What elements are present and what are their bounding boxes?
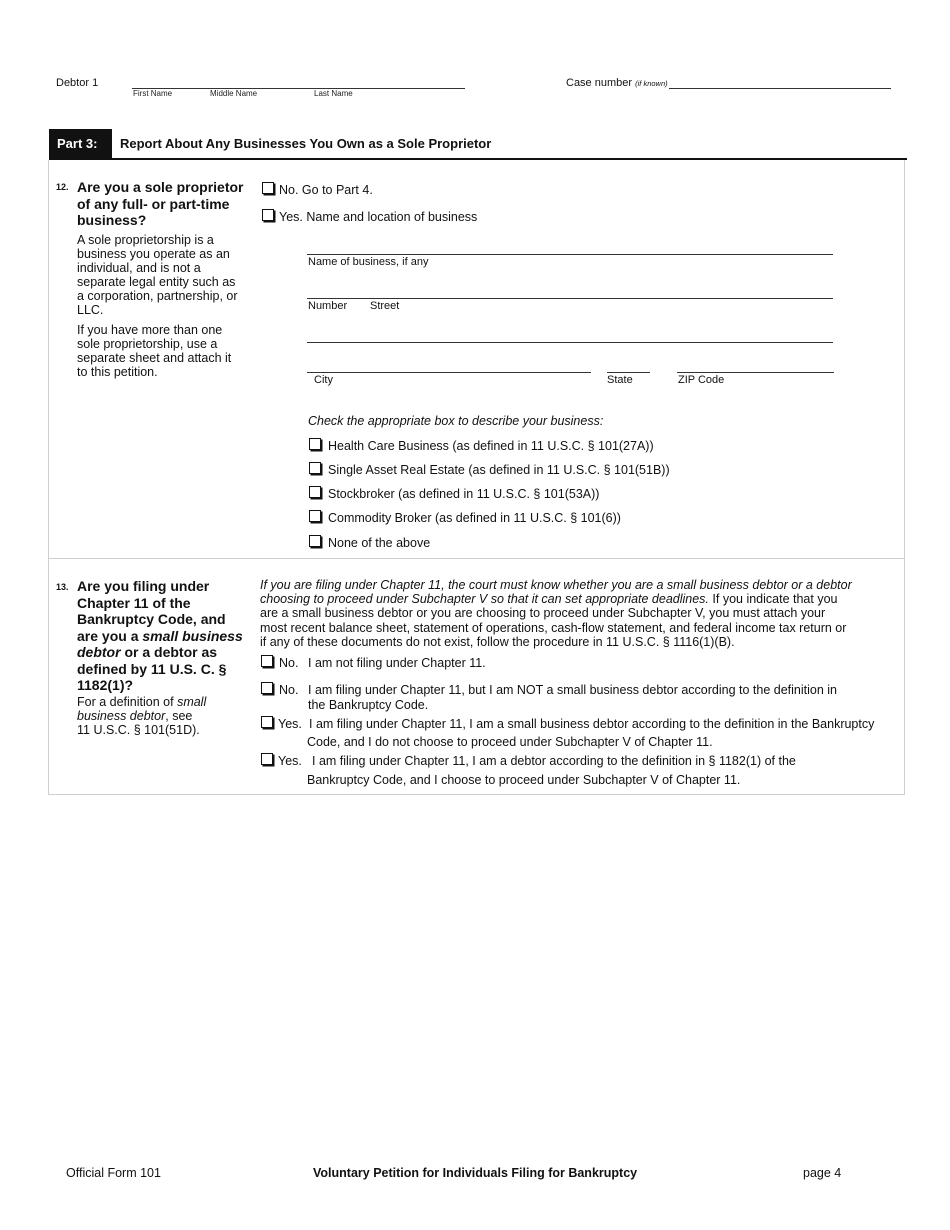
q13-opt2-text2: the Bankruptcy Code. (308, 698, 429, 712)
q12-help-1: A sole proprietorship is a business you operate as an individual, and is not a separate legal entity such as a corporation, partnership, or LLC. (77, 233, 238, 317)
q13-opt3-checkbox[interactable] (261, 716, 273, 728)
q13-question: Are you filing under Chapter 11 of the Bankruptcy Code, and are you a small business debtor or a debtor as defined by 11 U.S. C. § 1182(1)? (77, 578, 243, 693)
middle-name-label: Middle Name (210, 89, 258, 98)
street-field[interactable] (307, 298, 833, 299)
number-label: Number (308, 300, 348, 312)
street-label: Street (370, 300, 400, 312)
q12-no-label: No. Go to Part 4. (279, 183, 373, 197)
q13-opt4-text2: Bankruptcy Code, and I choose to proceed under Subchapter V of Chapter 11. (307, 773, 741, 787)
q13-opt3-text1: I am filing under Chapter 11, I am a small business debtor according to the definition in the Bankruptcy (309, 717, 875, 731)
q13-opt1-text: I am not filing under Chapter 11. (308, 656, 486, 670)
zip-label: ZIP Code (678, 374, 725, 386)
describe-prompt: Check the appropriate box to describe your business: (308, 414, 604, 428)
q13-opt1-lead: No. (279, 656, 299, 670)
none-above-label: None of the above (328, 536, 431, 550)
single-asset-label: Single Asset Real Estate (as defined in 11 U.S.C. § 101(51B)) (328, 463, 670, 477)
stockbroker-checkbox[interactable] (309, 486, 321, 498)
footer-form-name: Official Form 101 (66, 1166, 161, 1180)
q13-opt2-text1: I am filing under Chapter 11, but I am NOT a small business debtor according to the definition in (308, 683, 837, 697)
q13-opt3-lead: Yes. (278, 717, 302, 731)
part-tag-text: Part 3: (57, 136, 98, 151)
case-number-label: Case number (if known) (566, 77, 668, 89)
last-name-label: Last Name (314, 89, 353, 98)
zip-field[interactable] (677, 372, 834, 373)
first-name-label: First Name (133, 89, 173, 98)
q13-opt3-text2: Code, and I do not choose to proceed under Subchapter V of Chapter 11. (307, 735, 713, 749)
question-divider (48, 558, 905, 559)
footer-page-number: page 4 (803, 1166, 842, 1180)
debtor-name-line[interactable] (132, 88, 465, 89)
street-field-2[interactable] (307, 342, 833, 343)
part-title: Report About Any Businesses You Own as a Sole Proprietor (120, 136, 492, 151)
business-name-label: Name of business, if any (308, 256, 429, 268)
q12-yes-label: Yes. Name and location of business (279, 210, 478, 224)
debtor-label: Debtor 1 (56, 77, 99, 89)
state-field[interactable] (607, 372, 650, 373)
business-name-field[interactable] (307, 254, 833, 255)
q12-help-2: If you have more than one sole proprietorship, use a separate sheet and attach it to this petition. (77, 323, 232, 379)
health-care-checkbox[interactable] (309, 438, 321, 450)
q12-question: Are you a sole proprietor of any full- or part-time business? (77, 179, 244, 228)
state-label: State (607, 374, 633, 386)
commodity-broker-label: Commodity Broker (as defined in 11 U.S.C. § 101(6)) (328, 511, 621, 525)
q12-no-checkbox[interactable] (262, 182, 274, 194)
q13-opt1-checkbox[interactable] (261, 655, 273, 667)
q13-opt4-checkbox[interactable] (261, 753, 273, 765)
q13-number: 13. (56, 582, 69, 592)
q13-opt2-checkbox[interactable] (261, 682, 273, 694)
commodity-broker-checkbox[interactable] (309, 510, 321, 522)
q13-opt4-text1: I am filing under Chapter 11, I am a debtor according to the definition in § 1182(1) of the (312, 754, 796, 768)
health-care-label: Health Care Business (as defined in 11 U.S.C. § 101(27A)) (328, 439, 654, 453)
q13-intro: If you are filing under Chapter 11, the court must know whether you are a small business debtor or a debtor choosing to proceed under Subchapter V so that it can set appropriate deadlines. If you indicate that you are a small business debtor or you are choosing to proceed under Subchapter V, you must attach your most recent balance sheet, statement of operations, cash-flow statement, and federal income tax return or if any of these documents do not exist, follow the procedure in 11 U.S.C. § 1116(1)(B). (260, 578, 852, 649)
part-tag (49, 129, 112, 158)
case-number-line[interactable] (669, 88, 891, 89)
q13-opt4-lead: Yes. (278, 754, 302, 768)
footer-form-title: Voluntary Petition for Individuals Filing for Bankruptcy (313, 1166, 638, 1180)
q12-number: 12. (56, 182, 69, 192)
q13-help: For a definition of small business debtor, see 11 U.S.C. § 101(51D). (77, 695, 207, 737)
stockbroker-label: Stockbroker (as defined in 11 U.S.C. § 101(53A)) (328, 487, 600, 501)
q12-yes-checkbox[interactable] (262, 209, 274, 221)
city-field[interactable] (307, 372, 591, 373)
single-asset-checkbox[interactable] (309, 462, 321, 474)
city-label: City (314, 374, 333, 386)
q13-opt2-lead: No. (279, 683, 299, 697)
none-above-checkbox[interactable] (309, 535, 321, 547)
